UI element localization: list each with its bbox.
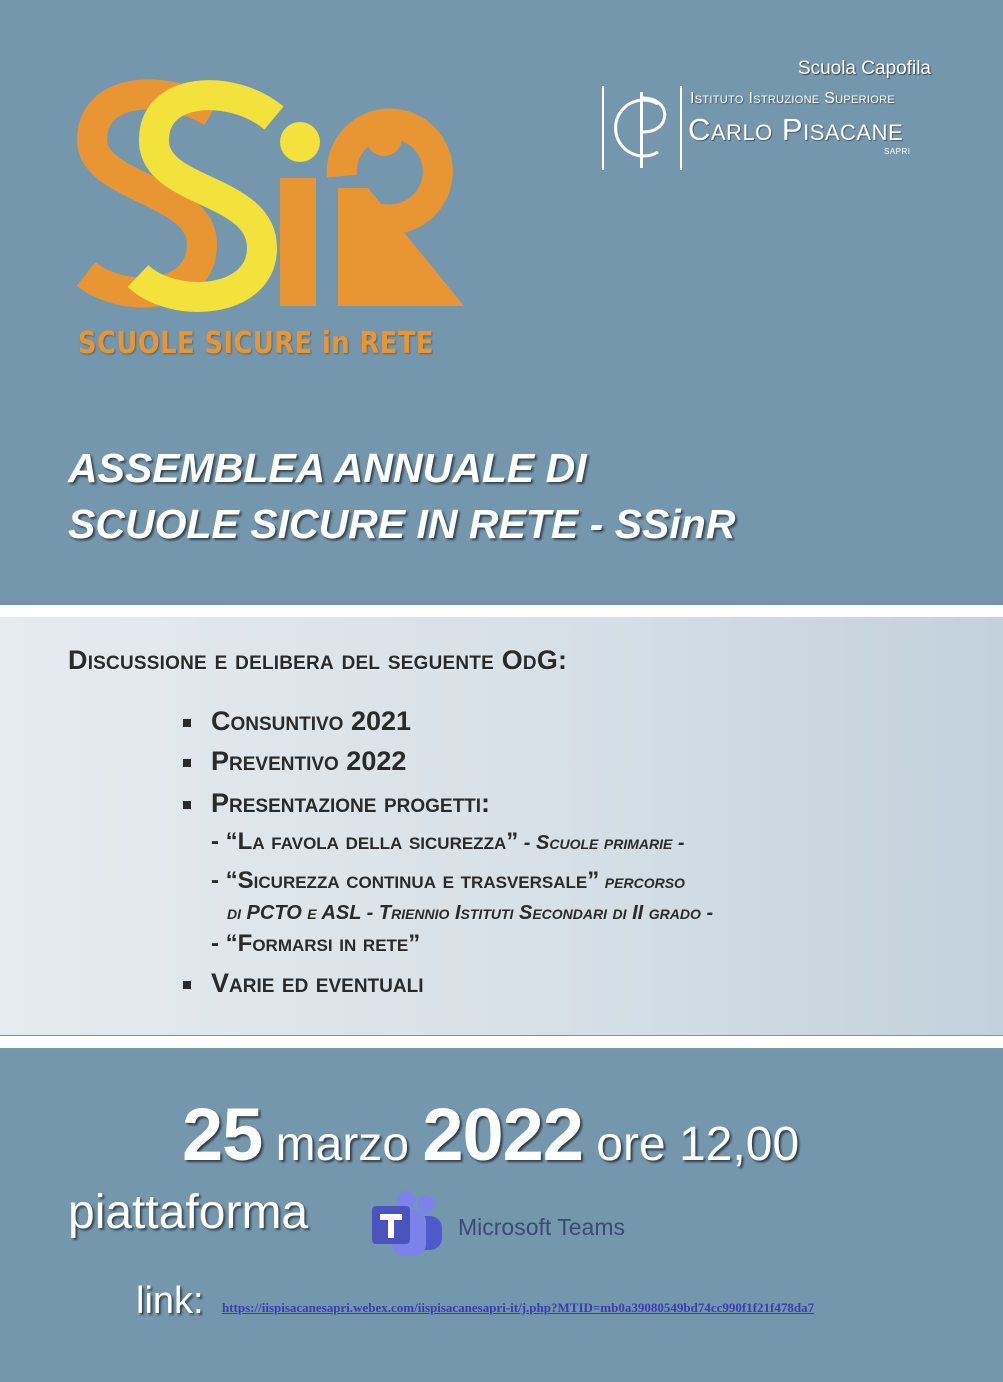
meeting-link[interactable]: https://iispisacanesapri.webex.com/iispisacanesapri-it/j.php?MTID=mb0a39080549bd74cc990f1f21f478da7 — [222, 1300, 815, 1315]
project-title: - “Formarsi in rete” — [211, 930, 421, 957]
project-note-continued: di PCTO e ASL - Triennio Istituti Secondari di II grado - — [227, 902, 714, 924]
agenda-section — [0, 617, 1003, 1035]
project-title: - “Sicurezza continua e trasversale” — [211, 867, 600, 894]
lead-school-label: Scuola Capofila — [797, 58, 931, 79]
page-title — [68, 440, 735, 552]
list-item-label: Consuntivo 2021 — [211, 706, 412, 736]
bullet-icon — [183, 801, 191, 809]
event-time: ore 12,00 — [582, 1118, 800, 1171]
project-item — [211, 930, 420, 958]
project-item — [211, 867, 685, 895]
platform-name: Microsoft Teams — [458, 1214, 626, 1240]
list-item-label: Presentazione progetti: — [211, 788, 491, 818]
title-line-2: SCUOLE SICURE IN RETE - SSinR — [68, 501, 736, 547]
project-note: - Scuole primarie - — [518, 832, 685, 854]
cp-monogram-icon — [600, 84, 686, 172]
logo-caption: SCUOLE SICURE in RETE — [78, 326, 434, 361]
list-item-label: Varie ed eventuali — [211, 968, 424, 998]
bullet-icon — [183, 759, 191, 767]
event-date — [182, 1092, 799, 1177]
agenda-heading: Discussione e delibera del seguente OdG: — [68, 645, 568, 675]
school-type: Istituto Istruzione Superiore — [690, 90, 896, 107]
link-label: link: — [136, 1280, 204, 1322]
school-town: SAPRI — [884, 147, 911, 156]
microsoft-teams-icon — [370, 1190, 450, 1260]
project-note: percorso — [599, 871, 685, 893]
divider — [0, 1036, 1003, 1048]
event-month: marzo — [262, 1118, 423, 1171]
event-day: 25 — [182, 1093, 263, 1176]
project-item — [211, 828, 685, 856]
bullet-icon — [183, 719, 191, 727]
ssinr-logo-icon — [62, 78, 482, 368]
divider — [0, 605, 1003, 617]
title-line-1: ASSEMBLEA ANNUALE DI — [68, 445, 587, 491]
school-name: Carlo Pisacane — [688, 112, 904, 147]
platform-label: piattaforma — [68, 1186, 309, 1239]
bullet-icon — [183, 981, 191, 989]
event-year: 2022 — [422, 1093, 583, 1176]
project-title: - “La favola della sicurezza” — [211, 828, 519, 855]
list-item-label: Preventivo 2022 — [211, 746, 407, 776]
